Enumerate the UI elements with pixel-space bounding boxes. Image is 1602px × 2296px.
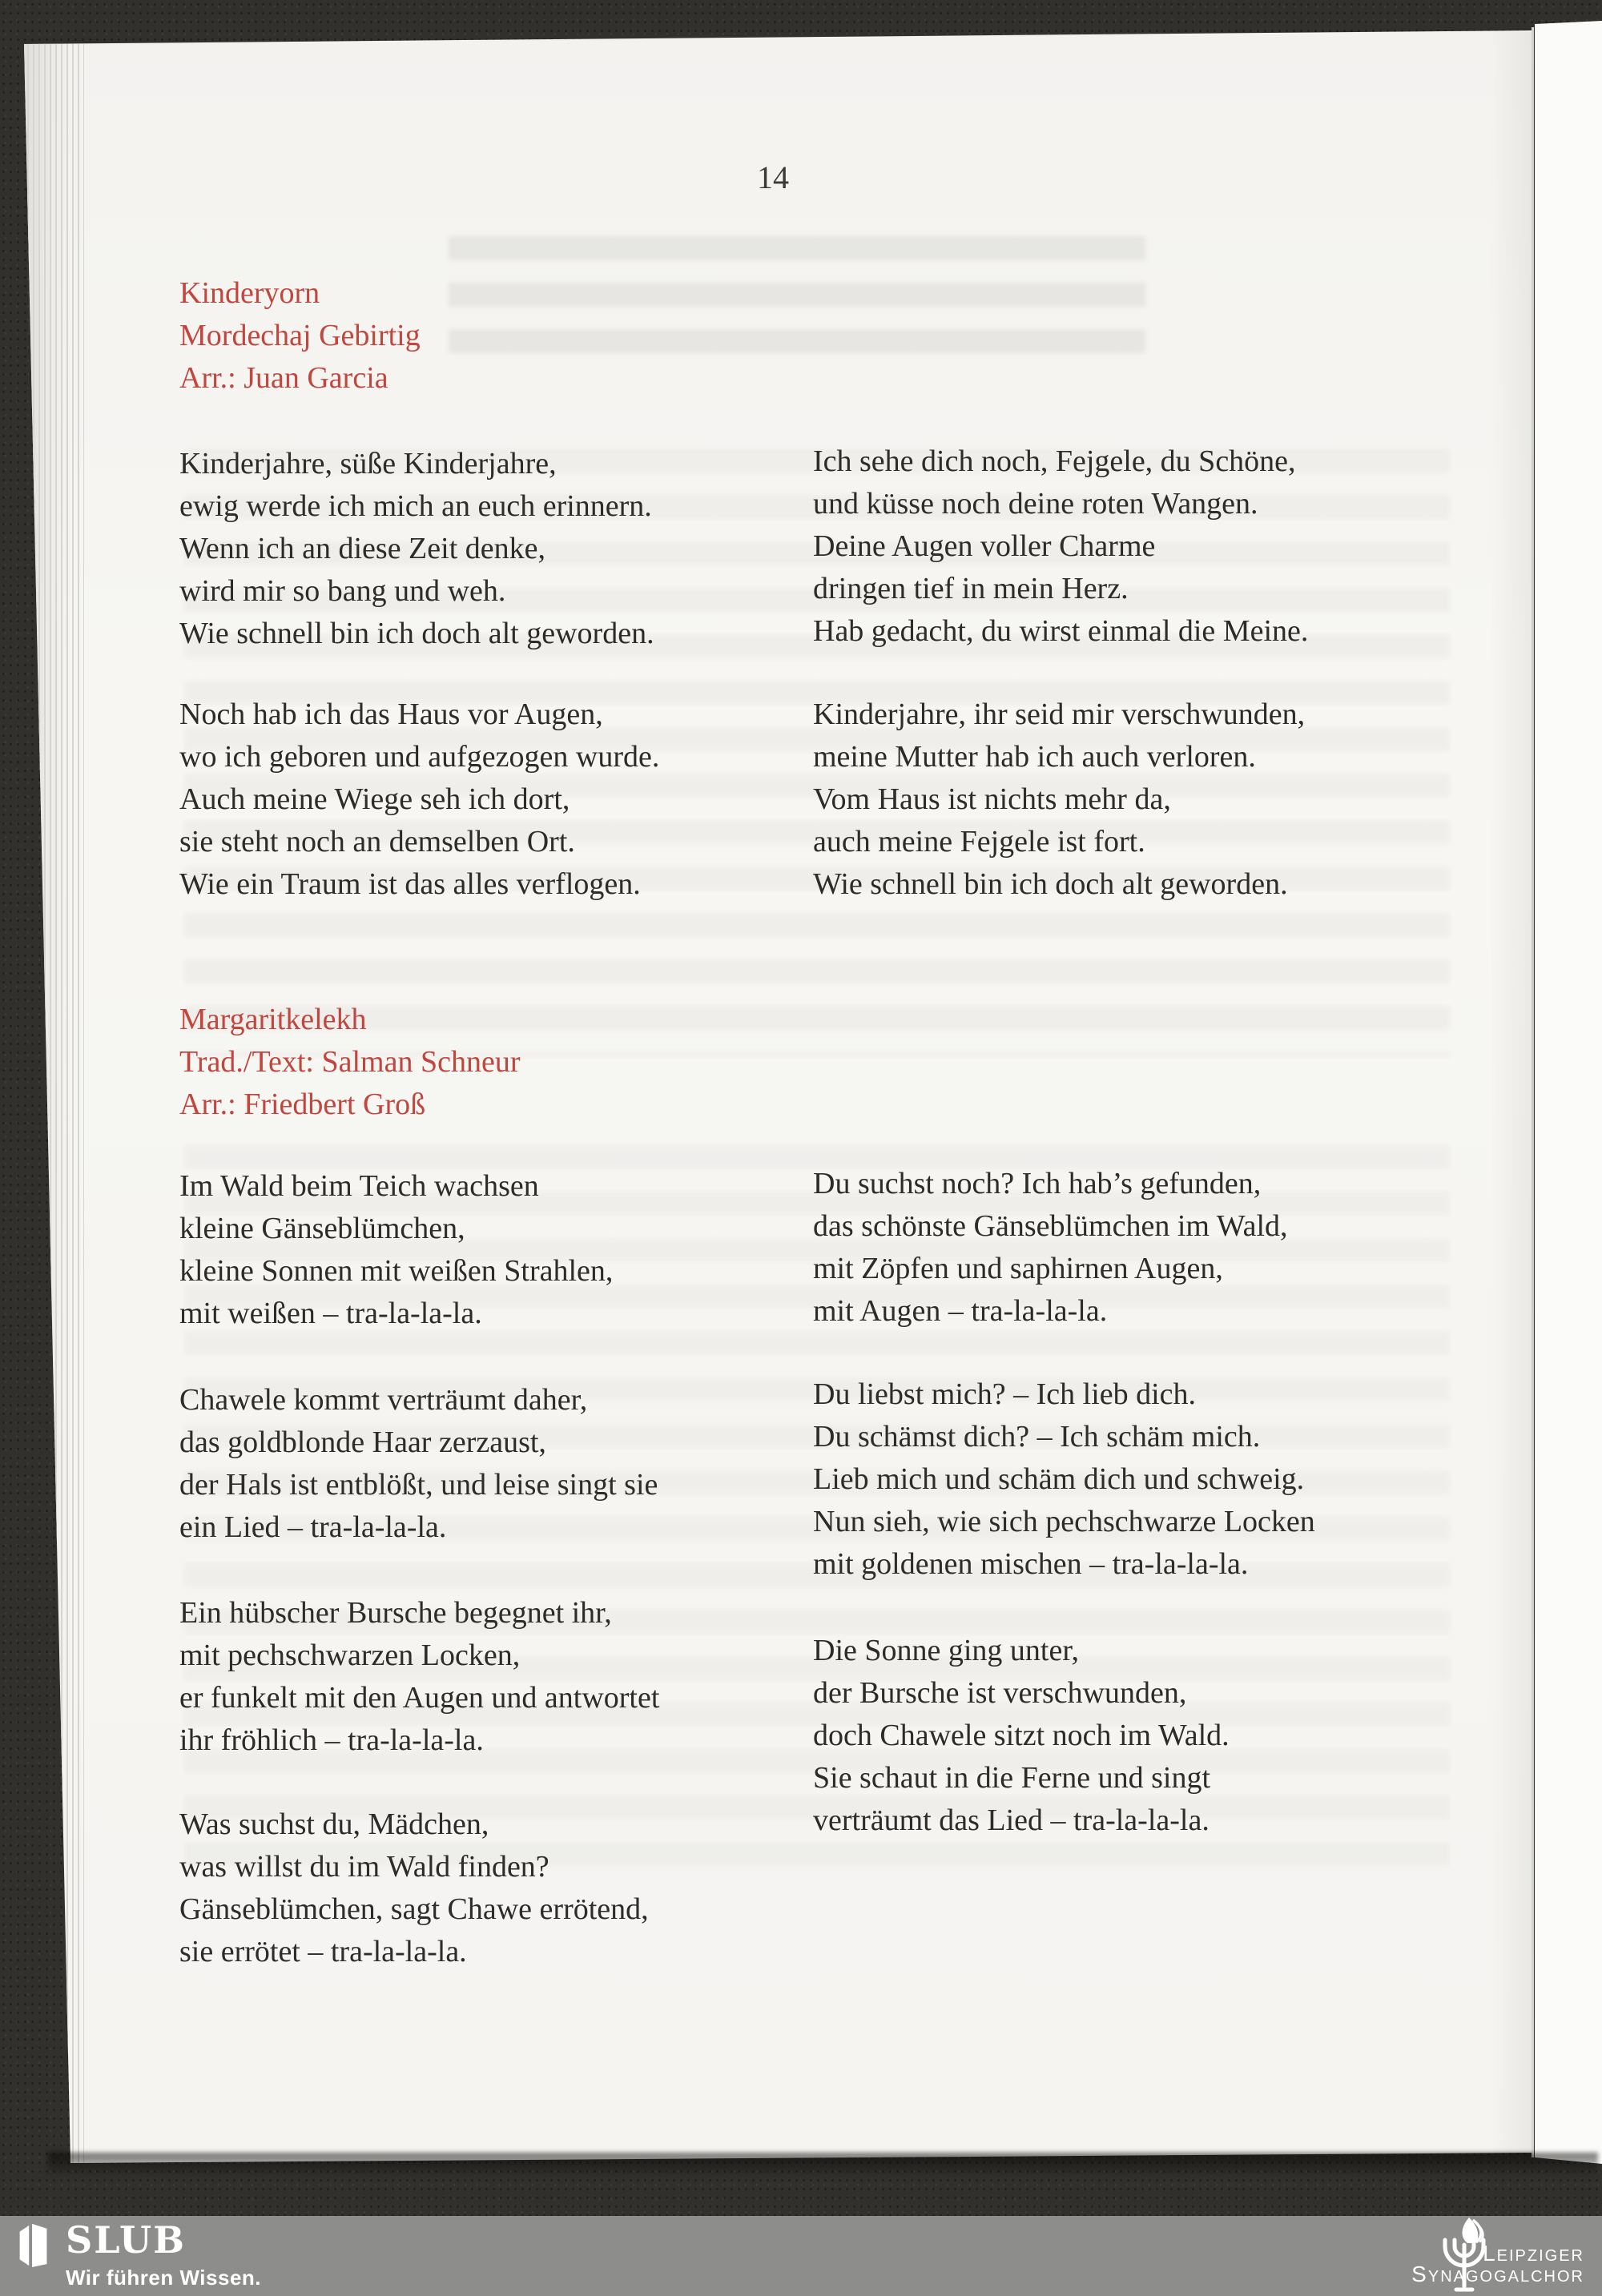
lyric-line: ihr fröhlich – tra-la-la-la. — [179, 1723, 484, 1757]
stanza — [813, 1163, 1454, 1333]
lyric-line: mit goldenen mischen – tra-la-la-la. — [813, 1547, 1249, 1581]
slub-tagline: Wir führen Wissen. — [66, 2266, 262, 2290]
lyric-line: Wenn ich an diese Zeit denke, — [179, 532, 545, 565]
lyric-line: wo ich geboren und aufgezogen wurde. — [179, 740, 660, 774]
lyric-line: meine Mutter hab ich auch verloren. — [813, 740, 1256, 774]
stanza — [179, 443, 820, 655]
song-author: Mordechaj Gebirtig — [179, 319, 421, 352]
stanza — [179, 1379, 820, 1549]
lyric-line: Was suchst du, Mädchen, — [179, 1807, 489, 1841]
lyric-line: Lieb mich und schäm dich und schweig. — [813, 1462, 1305, 1496]
book-icon — [18, 2222, 50, 2268]
lyric-line: Auch meine Wiege seh ich dort, — [179, 782, 570, 816]
song-title: Margaritkelekh — [179, 1003, 367, 1036]
stanza — [813, 1630, 1454, 1842]
lyric-line: auch meine Fejgele ist fort. — [813, 825, 1145, 858]
lyric-line: das schönste Gänseblümchen im Wald, — [813, 1209, 1288, 1243]
stanza — [813, 694, 1454, 906]
lyric-line: Im Wald beim Teich wachsen — [179, 1169, 539, 1203]
stanza — [179, 1165, 820, 1335]
choir-name-line2: Synagogalchor — [1411, 2262, 1584, 2286]
lyric-line: sie steht noch an demselben Ort. — [179, 825, 575, 858]
lyric-line: doch Chawele sitzt noch im Wald. — [813, 1719, 1230, 1752]
lyric-line: wird mir so bang und weh. — [179, 574, 506, 608]
lyric-line: Wie schnell bin ich doch alt geworden. — [179, 617, 654, 650]
lyric-line: Ich sehe dich noch, Fejgele, du Schöne, — [813, 444, 1296, 478]
choir-name — [1411, 2243, 1584, 2285]
lyric-line: was willst du im Wald finden? — [179, 1850, 549, 1884]
lyric-line: mit pechschwarzen Locken, — [179, 1639, 521, 1672]
footer-brand-bar — [0, 2216, 1602, 2296]
lyric-line: Nun sieh, wie sich pechschwarze Locken — [813, 1505, 1315, 1538]
lyric-line: Kinderjahre, süße Kinderjahre, — [179, 447, 557, 481]
stanza — [179, 694, 820, 906]
lyric-line: Die Sonne ging unter, — [813, 1634, 1079, 1667]
lyric-line: Kinderjahre, ihr seid mir verschwunden, — [813, 698, 1306, 731]
lyric-line: Chawele kommt verträumt daher, — [179, 1383, 588, 1417]
stanza — [179, 1592, 820, 1762]
lyric-line: ein Lied – tra-la-la-la. — [179, 1510, 447, 1544]
song-arranger: Arr.: Friedbert Groß — [179, 1088, 426, 1121]
lyric-line: Wie ein Traum ist das alles verflogen. — [179, 867, 641, 901]
page-number: 14 — [757, 159, 789, 195]
lyric-line: das goldblonde Haar zerzaust, — [179, 1425, 546, 1459]
lyric-line: Hab gedacht, du wirst einmal die Meine. — [813, 614, 1309, 648]
lyric-line: mit Augen – tra-la-la-la. — [813, 1294, 1108, 1328]
lyric-line: ewig werde ich mich an euch erinnern. — [179, 489, 652, 523]
lyric-line: der Hals ist entblößt, und leise singt sie — [179, 1468, 658, 1502]
choir-name-line1: Leipziger — [1483, 2241, 1584, 2266]
song-heading-kinderyorn — [179, 272, 820, 400]
lyric-line: Du schämst dich? – Ich schäm mich. — [813, 1420, 1261, 1454]
lyric-line: verträumt das Lied – tra-la-la-la. — [813, 1803, 1210, 1837]
song-title: Kinderyorn — [179, 276, 320, 310]
page-crease — [1532, 27, 1534, 2157]
lyric-line: und küsse noch deine roten Wangen. — [813, 487, 1258, 521]
page-bottom-shadow — [48, 2153, 1598, 2177]
song-arranger: Arr.: Juan Garcia — [179, 361, 388, 395]
lyric-line: Du suchst noch? Ich hab’s gefunden, — [813, 1167, 1262, 1200]
lyric-line: mit Zöpfen und saphirnen Augen, — [813, 1252, 1223, 1285]
lyric-line: mit weißen – tra-la-la-la. — [179, 1297, 482, 1330]
song-heading-margaritkelekh — [179, 999, 820, 1126]
lyric-line: Gänseblümchen, sagt Chawe errötend, — [179, 1892, 649, 1926]
lyric-line: kleine Sonnen mit weißen Strahlen, — [179, 1254, 614, 1288]
slub-logo-text: SLUB — [66, 2218, 187, 2262]
lyric-line: sie errötet – tra-la-la-la. — [179, 1935, 467, 1968]
lyric-line: Wie schnell bin ich doch alt geworden. — [813, 867, 1288, 901]
stanza — [179, 1803, 820, 1973]
lyric-line: dringen tief in mein Herz. — [813, 572, 1129, 605]
stanza — [813, 440, 1454, 653]
lyric-line: Vom Haus ist nichts mehr da, — [813, 782, 1171, 816]
lyric-line: der Bursche ist verschwunden, — [813, 1676, 1187, 1710]
lyric-line: Deine Augen voller Charme — [813, 529, 1156, 563]
lyric-line: kleine Gänseblümchen, — [179, 1212, 465, 1245]
lyric-line: Ein hübscher Bursche begegnet ihr, — [179, 1596, 612, 1630]
lyric-line: Du liebst mich? – Ich lieb dich. — [813, 1377, 1197, 1411]
stanza — [813, 1373, 1454, 1586]
lyric-line: Noch hab ich das Haus vor Augen, — [179, 698, 603, 731]
lyric-line: Sie schaut in die Ferne und singt — [813, 1761, 1211, 1795]
lyric-line: er funkelt mit den Augen und antwortet — [179, 1681, 660, 1715]
page-crease-shading — [1490, 32, 1532, 2154]
song-author: Trad./Text: Salman Schneur — [179, 1045, 521, 1079]
